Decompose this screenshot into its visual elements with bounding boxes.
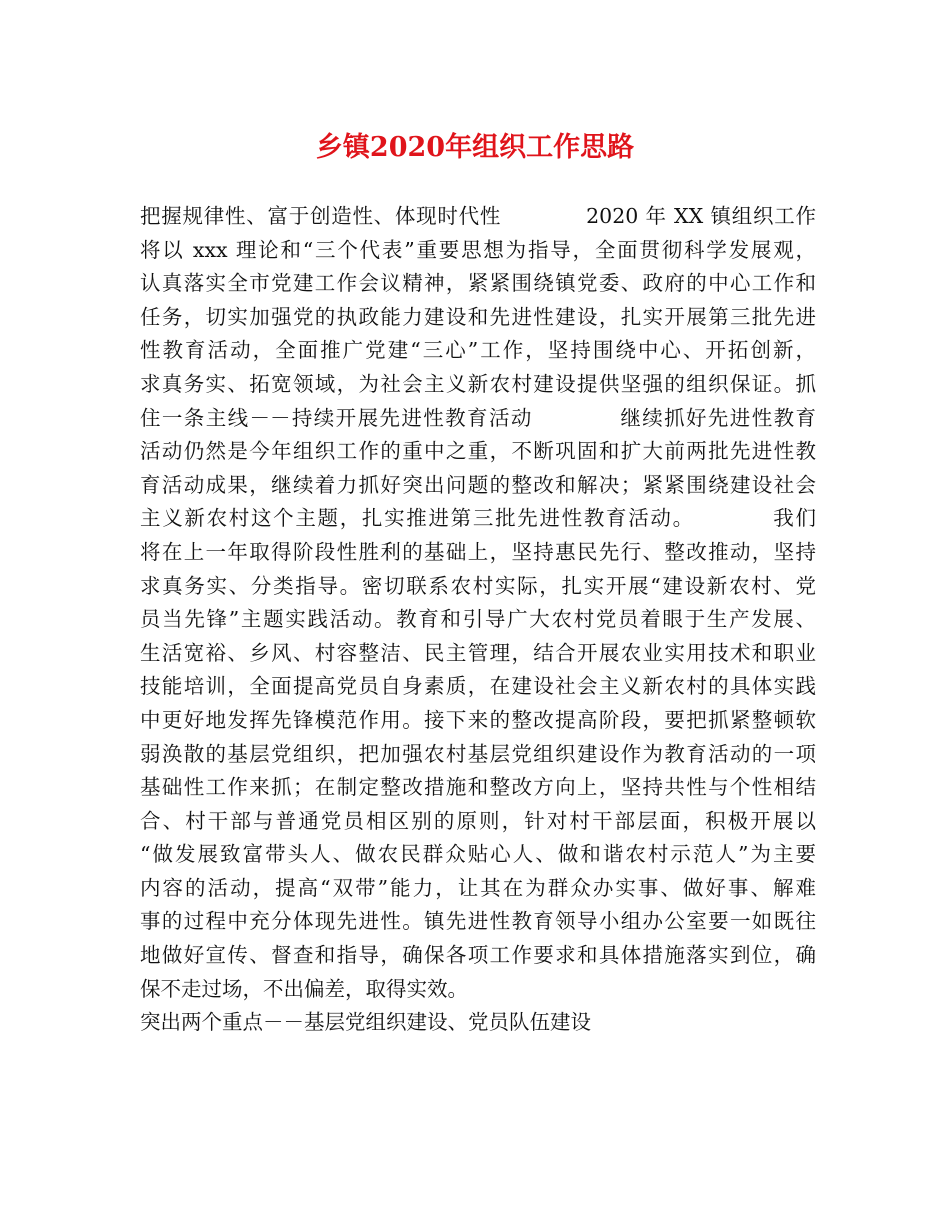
body-line: 将以 xxx 理论和“三个代表”重要思想为指导，全面贯彻科学发展观， bbox=[140, 237, 816, 262]
body-line: 中更好地发挥先锋模范作用。接下来的整改提高阶段，要把抓紧整顿软 bbox=[140, 707, 816, 732]
section-heading-line: 突出两个重点－－基层党组织建设、党员队伍建设 bbox=[140, 1010, 591, 1035]
body-line: 地做好宣传、督查和指导，确保各项工作要求和具体措施落实到位，确 bbox=[140, 943, 816, 968]
body-line: 性教育活动，全面推广党建“三心”工作，坚持围绕中心、开拓创新， bbox=[140, 338, 816, 363]
body-line: 员当先锋”主题实践活动。教育和引导广大农村党员着眼于生产发展、 bbox=[140, 607, 816, 632]
body-line: 任务，切实加强党的执政能力建设和先进性建设，扎实开展第三批先进 bbox=[140, 304, 816, 329]
body-line: “做发展致富带头人、做农民群众贴心人、做和谐农村示范人”为主要 bbox=[140, 842, 816, 867]
body-line: 把握规律性、富于创造性、体现时代性 2020 年 XX 镇组织工作 bbox=[140, 204, 816, 228]
body-line: 技能培训，全面提高党员自身素质，在建设社会主义新农村的具体实践 bbox=[140, 674, 816, 699]
body-line: 基础性工作来抓；在制定整改措施和整改方向上，坚持共性与个性相结 bbox=[140, 775, 816, 800]
body-line: 求真务实、分类指导。密切联系农村实际，扎实开展“建设新农村、党 bbox=[140, 573, 816, 598]
body-line: 弱涣散的基层党组织，把加强农村基层党组织建设作为教育活动的一项 bbox=[140, 741, 816, 766]
body-line: 住一条主线－－持续开展先进性教育活动 继续抓好先进性教育 bbox=[140, 405, 816, 430]
body-line: 合、村干部与普通党员相区别的原则，针对村干部层面，积极开展以 bbox=[140, 808, 816, 833]
body-line: 主义新农村这个主题，扎实推进第三批先进性教育活动。 我们 bbox=[140, 506, 816, 531]
body-line: 内容的活动，提高“双带”能力，让其在为群众办实事、做好事、解难 bbox=[140, 875, 816, 900]
body-line: 生活宽裕、乡风、村容整洁、民主管理，结合开展农业实用技术和职业 bbox=[140, 640, 816, 665]
body-line: 保不走过场，不出偏差，取得实效。 bbox=[140, 976, 468, 1001]
body-line: 活动仍然是今年组织工作的重中之重，不断巩固和扩大前两批先进性教 bbox=[140, 439, 816, 464]
body-line: 育活动成果，继续着力抓好突出问题的整改和解决；紧紧围绕建设社会 bbox=[140, 472, 816, 497]
body-line: 认真落实全市党建工作会议精神，紧紧围绕镇党委、政府的中心工作和 bbox=[140, 271, 816, 296]
document-title: 乡镇2020年组织工作思路 bbox=[315, 132, 635, 163]
document-body bbox=[140, 200, 816, 1040]
body-line: 将在上一年取得阶段性胜利的基础上，坚持惠民先行、整改推动，坚持 bbox=[140, 539, 816, 564]
body-line: 求真务实、拓宽领域，为社会主义新农村建设提供坚强的组织保证。抓 bbox=[140, 371, 816, 396]
body-line: 事的过程中充分体现先进性。镇先进性教育领导小组办公室要一如既往 bbox=[140, 909, 816, 934]
